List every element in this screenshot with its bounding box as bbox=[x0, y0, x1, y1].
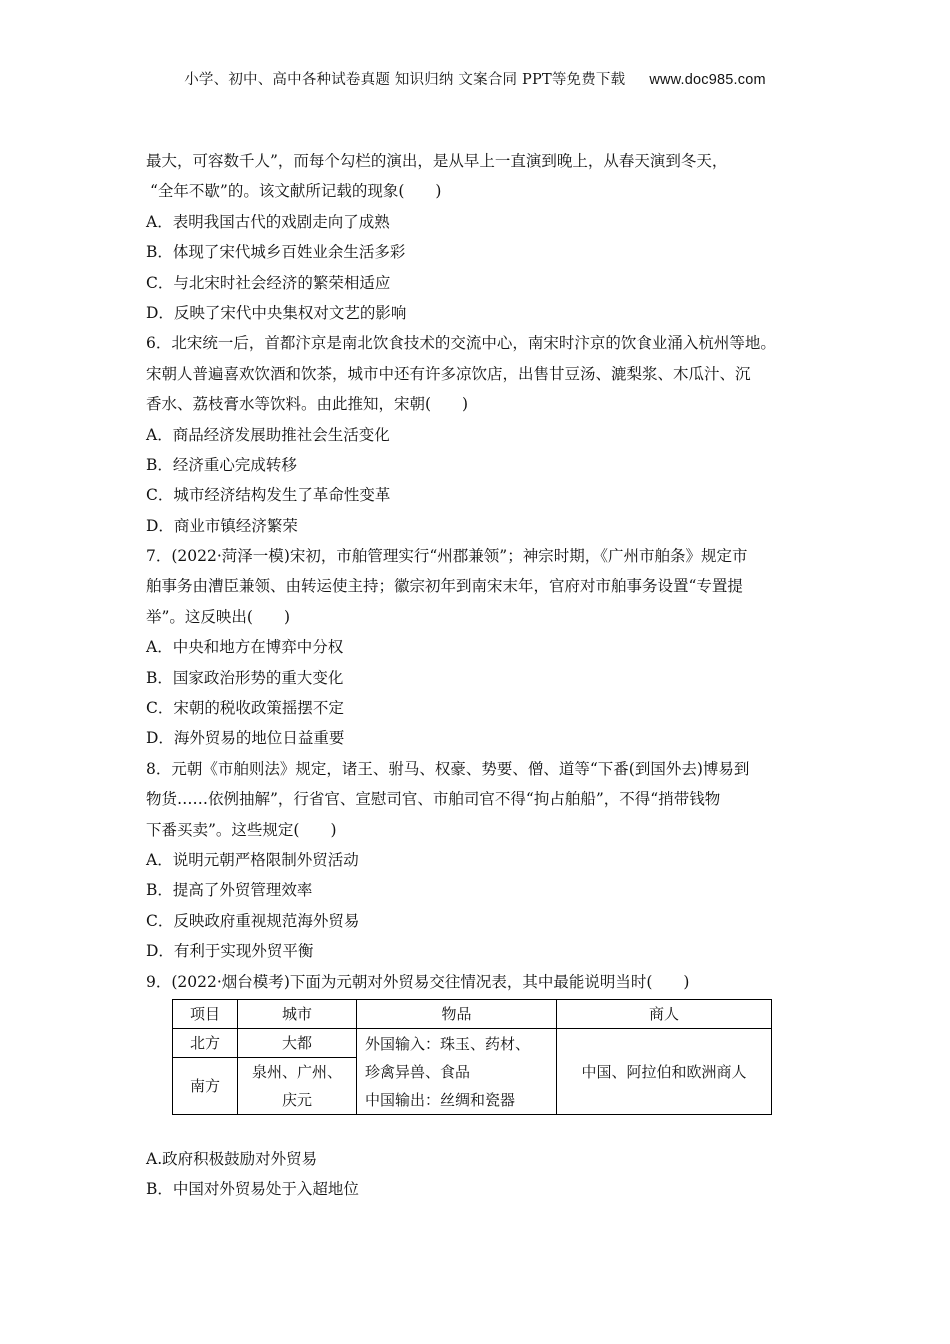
q9-options bbox=[146, 1144, 359, 1205]
q8-option-c: C．反映政府重视规范海外贸易 bbox=[146, 911, 360, 930]
goods-cell bbox=[357, 1029, 557, 1115]
q7-stem-line-2: 舶事务由漕臣兼领、由转运使主持；徽宗初年到南宋末年，官府对市舶事务设置“专置提 bbox=[146, 577, 743, 596]
q8-stem-line-3: 下番买卖”。这些规定( ) bbox=[146, 820, 337, 839]
q8-option-d: D．有利于实现外贸平衡 bbox=[146, 942, 314, 961]
q7-prefix: 7．(2022· bbox=[146, 547, 222, 566]
q8-option-b: B．提高了外贸管理效率 bbox=[146, 881, 313, 900]
trade-table bbox=[172, 999, 772, 1115]
q7-option-b: B．国家政治形势的重大变化 bbox=[146, 668, 344, 687]
q7-option-d: D．海外贸易的地位日益重要 bbox=[146, 729, 345, 748]
q9-source: 烟台模考 bbox=[221, 972, 284, 991]
q6-option-d: D．商业市镇经济繁荣 bbox=[146, 516, 298, 535]
q8-stem-line-2: 物货……依例抽解”，行省官、宣慰司官、市舶司官不得“拘占舶船”，不得“捎带钱物 bbox=[146, 790, 721, 809]
table-row bbox=[173, 1029, 772, 1058]
north-label: 北方 bbox=[173, 1029, 238, 1058]
south-city bbox=[238, 1058, 357, 1115]
q8-stem-line-1: 8．元朝《市舶则法》规定，诸王、驸马、权豪、势要、僧、道等“下番(到国外去)博易到 bbox=[146, 759, 750, 778]
q5-option-c: C．与北宋时社会经济的繁荣相适应 bbox=[146, 273, 391, 292]
header-site-link[interactable]: www.doc985.com bbox=[649, 72, 766, 88]
south-label: 南方 bbox=[173, 1058, 238, 1115]
q8-option-a: A．说明元朝严格限制外贸活动 bbox=[146, 850, 359, 869]
q9-prefix: 9．(2022· bbox=[146, 972, 222, 991]
q7-source: 菏泽一模 bbox=[221, 547, 284, 566]
goods-line-2: 珍禽异兽、食品 bbox=[365, 1062, 471, 1081]
q9-option-a: A.政府积极鼓励对外贸易 bbox=[146, 1150, 318, 1168]
q6-stem-line-1: 6．北宋统一后，首都汴京是南北饮食技术的交流中心，南宋时汴京的饮食业涌入杭州等地。 bbox=[146, 334, 776, 353]
q5-option-a: A．表明我国古代的戏剧走向了成熟 bbox=[146, 212, 390, 231]
south-city-line-1: 泉州、广州、 bbox=[251, 1063, 342, 1081]
q6-stem-line-3: 香水、荔枝膏水等饮料。由此推知，宋朝( ) bbox=[146, 395, 469, 414]
q6-stem-line-2: 宋朝人普遍喜欢饮酒和饮茶，城市中还有许多凉饮店，出售甘豆汤、漉梨浆、木瓜汁、沉 bbox=[146, 364, 751, 383]
q7-option-c: C．宋朝的税收政策摇摆不定 bbox=[146, 699, 344, 718]
q5-option-b: B．体现了宋代城乡百姓业余生活多彩 bbox=[146, 243, 406, 262]
header-cell-city: 城市 bbox=[238, 1000, 357, 1029]
q9-stem-rest: )下面为元朝对外贸易交往情况表，其中最能说明当时( ) bbox=[283, 972, 690, 991]
table-header-row bbox=[173, 1000, 772, 1029]
header-cell-item: 项目 bbox=[173, 1000, 238, 1029]
header-text: 小学、初中、高中各种试卷真题 知识归纳 文案合同 PPT等免费下载 bbox=[184, 72, 626, 88]
q6-option-b: B．经济重心完成转移 bbox=[146, 455, 297, 474]
q5-option-d: D．反映了宋代中央集权对文艺的影响 bbox=[146, 303, 407, 322]
goods-line-1: 外国输入：珠玉、药材、 bbox=[365, 1034, 531, 1053]
q7-option-a: A．中央和地方在博弈中分权 bbox=[146, 638, 344, 657]
q5-stem-line-1: 最大，可容数千人”，而每个勾栏的演出，是从早上一直演到晚上，从春天演到冬天， bbox=[146, 152, 728, 170]
merchants-cell: 中国、阿拉伯和欧洲商人 bbox=[557, 1029, 772, 1115]
goods-line-3: 中国输出：丝绸和瓷器 bbox=[365, 1090, 516, 1109]
header-cell-goods: 物品 bbox=[357, 1000, 557, 1029]
north-city: 大都 bbox=[238, 1029, 357, 1058]
questions-body bbox=[146, 146, 806, 997]
q6-option-a: A．商品经济发展助推社会生活变化 bbox=[146, 425, 390, 444]
south-city-line-2: 庆元 bbox=[281, 1091, 312, 1109]
q7-stem-line-3: 举”。这反映出( ) bbox=[146, 607, 291, 626]
q9-stem-line-1 bbox=[146, 967, 806, 997]
header-cell-merchants: 商人 bbox=[557, 1000, 772, 1029]
q6-option-c: C．城市经济结构发生了革命性变革 bbox=[146, 486, 391, 505]
q9-option-b: B．中国对外贸易处于入超地位 bbox=[146, 1180, 359, 1199]
q5-stem-line-2: “全年不歇”的。该文献所记载的现象( ) bbox=[150, 182, 442, 201]
page-header bbox=[0, 68, 950, 89]
q7-stem-line-1 bbox=[146, 541, 806, 571]
q7-stem-rest: )宋初，市舶管理实行“州郡兼领”；神宗时期，《广州市舶条》规定市 bbox=[283, 547, 748, 566]
